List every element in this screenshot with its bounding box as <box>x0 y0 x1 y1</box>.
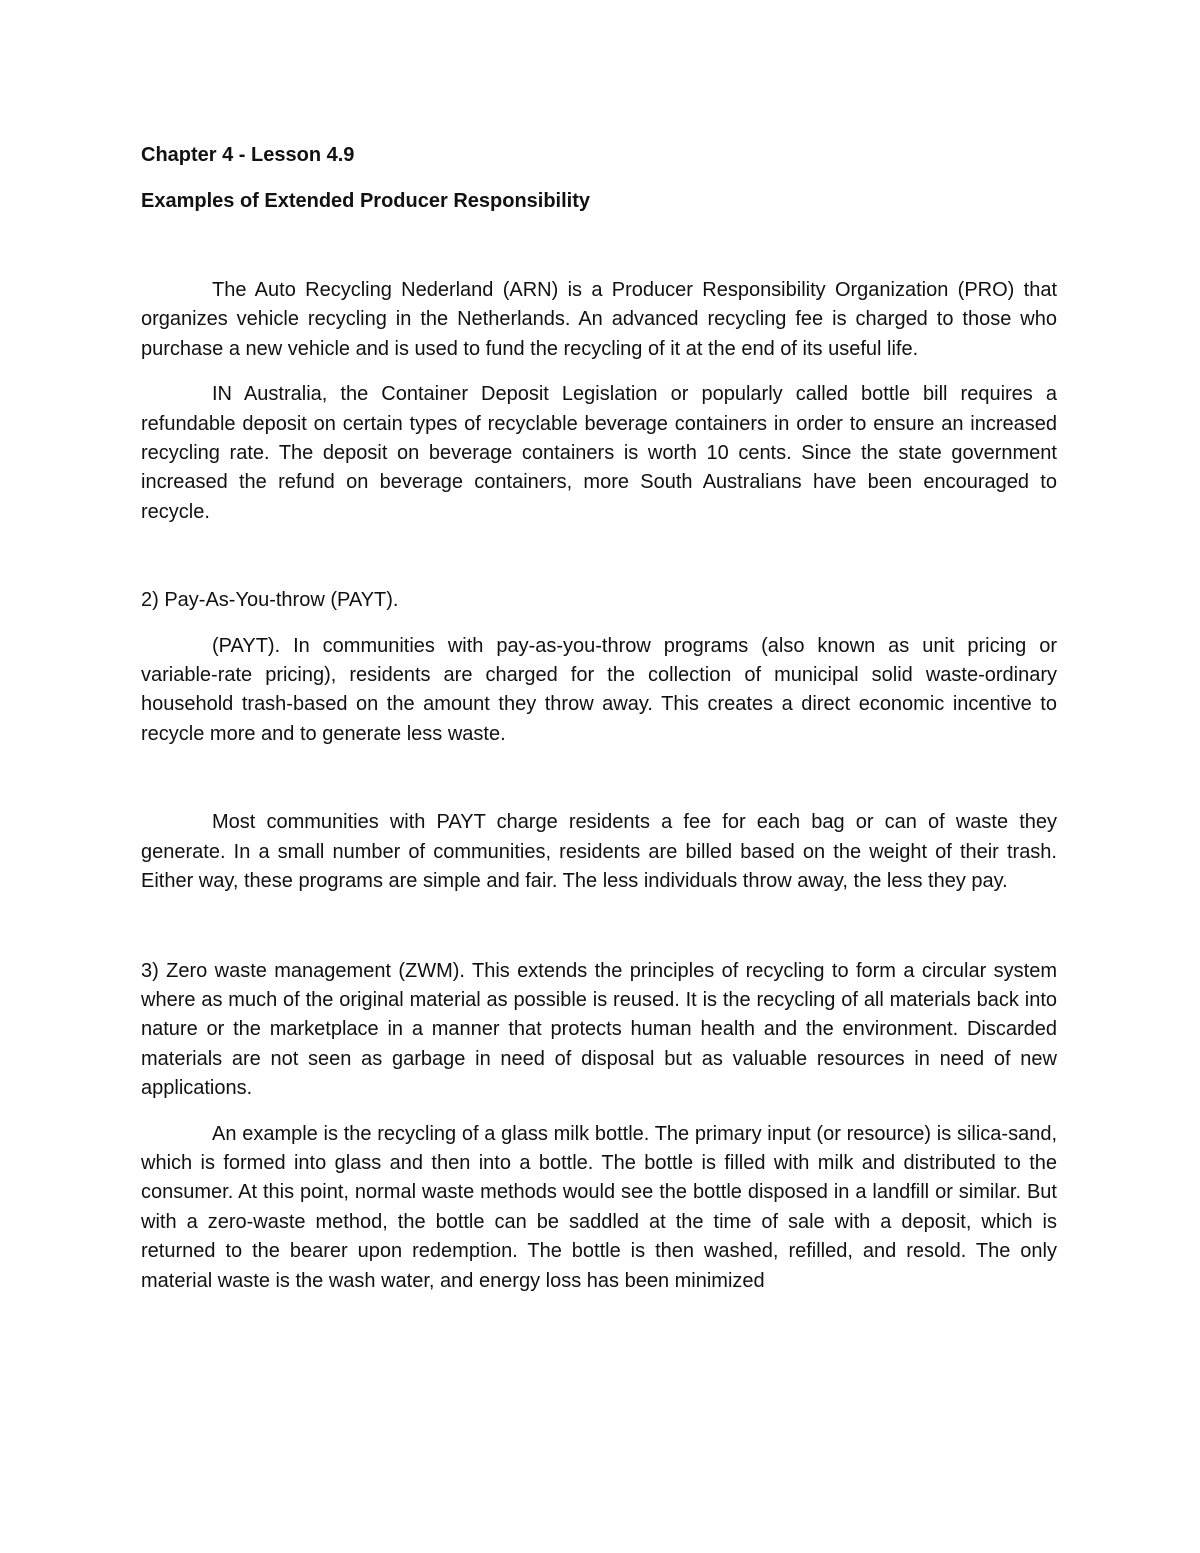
document-subtitle: Examples of Extended Producer Responsibility <box>141 190 591 212</box>
paragraph-payt-definition: (PAYT). In communities with pay-as-you-throw programs (also known as unit pricing or variable-rate pricing), residents are charged for the collection of municipal solid waste-ordinary household trash-based on the amount they throw away. This creates a direct economic incentive to recycle more and to generate less waste. <box>141 634 1057 745</box>
paragraph-payt-fee: Most communities with PAYT charge residents a fee for each bag or can of waste they generate. In a small number of communities, residents are billed based on the weight of their trash. Either way, these programs are simple and fair. The less individuals throw away, the less they pay. <box>141 811 1057 893</box>
chapter-title: Chapter 4 - Lesson 4.9 <box>141 144 355 166</box>
paragraph-milk-bottle: An example is the recycling of a glass milk bottle. The primary input (or resource) is silica-sand, which is formed into glass and then into a bottle. The bottle is filled with milk and distributed to the consumer. At this point, normal waste methods would see the bottle disposed in a landfill or similar. But with a zero-waste method, the bottle can be saddled at the time of sale with a deposit, which is returned to the bearer upon redemption. The bottle is then washed, refilled, and resold. The only material waste is the wash water, and energy loss has been minimized <box>141 1122 1057 1292</box>
document-page <box>141 140 1057 1296</box>
section-heading-payt: 2) Pay-As-You-throw (PAYT). <box>141 589 399 612</box>
paragraph-zero-waste: 3) Zero waste management (ZWM). This extends the principles of recycling to form a circular system where as much of the original material as possible is reused. It is the recycling of all materials back into nature or the marketplace in a manner that protects human health and the environment. Discarded materials are not seen as garbage in need of disposal but as valuable resources in need of new applications. <box>141 959 1057 1100</box>
paragraph-arn: The Auto Recycling Nederland (ARN) is a Producer Responsibility Organization (PRO) that organizes vehicle recycling in the Netherlands. An advanced recycling fee is charged to those who purchase a new vehicle and is used to fund the recycling of it at the end of its useful life. <box>141 279 1057 360</box>
paragraph-australia: IN Australia, the Container Deposit Legislation or popularly called bottle bill requires a refundable deposit on certain types of recyclable beverage containers in order to ensure an increased recycling rate. The deposit on beverage containers is worth 10 cents. Since the state government increased the refund on beverage containers, more South Australians have been encouraged to recycle. <box>141 383 1057 523</box>
